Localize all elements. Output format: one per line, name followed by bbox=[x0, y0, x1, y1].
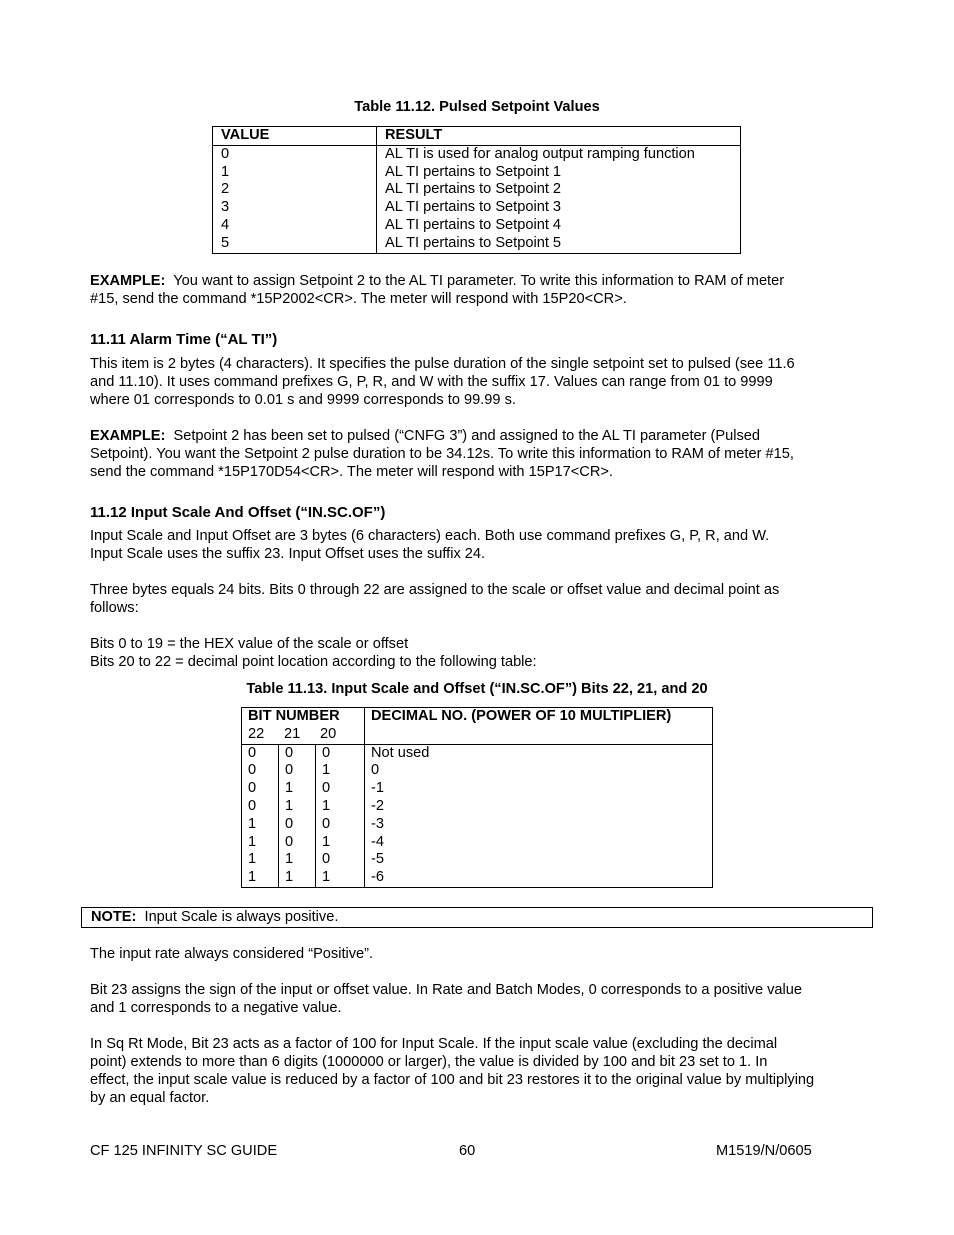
decimal-title: DECIMAL NO. (POWER OF 10 MULTIPLIER) bbox=[371, 708, 672, 724]
table-cell: 0 bbox=[248, 797, 257, 814]
table-cell: 1 bbox=[322, 797, 331, 814]
example-text: #15, send the command *15P2002<CR>. The meter will respond with 15P20<CR>. bbox=[90, 291, 627, 307]
section-11-12-para-3 bbox=[90, 635, 890, 671]
table-cell: 1 bbox=[248, 869, 257, 886]
table-cell: 5 bbox=[221, 234, 230, 251]
section-11-11-body bbox=[90, 355, 890, 409]
table-cell: 1 bbox=[322, 762, 331, 779]
bit-label: 21 bbox=[284, 725, 301, 742]
footer-title: CF 125 INFINITY SC GUIDE bbox=[90, 1143, 278, 1159]
paragraph-line: Bits 20 to 22 = decimal point location according to the following table: bbox=[90, 654, 537, 670]
table-cell: 0 bbox=[221, 145, 230, 162]
table-cell: 1 bbox=[322, 869, 331, 886]
paragraph-line: and 11.10). It uses command prefixes G, P, R, and W with the suffix 17. Values can range from 01 to 9999 bbox=[90, 374, 773, 390]
table-cell: 1 bbox=[285, 869, 294, 886]
table-cell: 1 bbox=[285, 851, 294, 868]
table-cell: 1 bbox=[322, 833, 331, 850]
paragraph-line: The input rate always considered “Positive”. bbox=[90, 946, 374, 962]
example-text: Setpoint). You want the Setpoint 2 pulse duration to be 34.12s. To write this information to RAM of meter #15, bbox=[90, 446, 794, 462]
table-cell: AL TI pertains to Setpoint 1 bbox=[385, 163, 562, 180]
table-cell: 0 bbox=[285, 744, 294, 761]
example-1 bbox=[90, 272, 880, 308]
paragraph-line: Input Scale uses the suffix 23. Input Offset uses the suffix 24. bbox=[90, 546, 486, 562]
table-cell: AL TI pertains to Setpoint 5 bbox=[385, 234, 562, 251]
paragraph-line: point) extends to more than 6 digits (1000000 or larger), the value is divided by 100 and bit 23 set to 1. In bbox=[90, 1054, 768, 1070]
bit-label: 22 bbox=[248, 725, 265, 742]
section-heading-11-11: 11.11 Alarm Time (“AL TI”) bbox=[90, 331, 278, 348]
bit-number-table bbox=[241, 707, 713, 888]
table-cell: 0 bbox=[285, 833, 294, 850]
table-cell: 0 bbox=[322, 744, 331, 761]
table-cell: 1 bbox=[248, 833, 257, 850]
example-label: EXAMPLE: bbox=[90, 428, 166, 444]
example-text: You want to assign Setpoint 2 to the AL TI parameter. To write this information to RAM of meter bbox=[173, 273, 785, 289]
note-label: NOTE: bbox=[91, 909, 137, 925]
table-cell: 2 bbox=[221, 181, 230, 198]
table-cell: AL TI pertains to Setpoint 4 bbox=[385, 216, 562, 233]
paragraph-line: follows: bbox=[90, 600, 139, 616]
bit-21-column bbox=[279, 744, 316, 887]
table-cell: 1 bbox=[248, 851, 257, 868]
bit-labels-row bbox=[242, 726, 365, 744]
bit-number-title: BIT NUMBER bbox=[248, 708, 340, 724]
pulsed-setpoint-table bbox=[212, 126, 741, 254]
table-cell: -1 bbox=[371, 780, 384, 797]
bit-number-header bbox=[242, 708, 365, 726]
note-text: Input Scale is always positive. bbox=[144, 909, 339, 925]
table-header-value: VALUE bbox=[213, 127, 377, 146]
table-cell: AL TI is used for analog output ramping function bbox=[385, 145, 695, 162]
section-heading-11-12: 11.12 Input Scale And Offset (“IN.SC.OF”) bbox=[90, 504, 386, 521]
table-cell: 0 bbox=[322, 815, 331, 832]
paragraph-line: Three bytes equals 24 bits. Bits 0 through 22 are assigned to the scale or offset value and decimal point as bbox=[90, 582, 780, 598]
result-column bbox=[377, 145, 741, 253]
paragraph-line: This item is 2 bytes (4 characters). It specifies the pulse duration of the single setpoint set to pulsed (see 11.6 bbox=[90, 356, 795, 372]
paragraph-bit-23 bbox=[90, 981, 890, 1017]
table-cell: 1 bbox=[285, 780, 294, 797]
table-cell: 1 bbox=[285, 797, 294, 814]
paragraph-sqrt-mode bbox=[90, 1035, 890, 1107]
table-cell: 0 bbox=[285, 762, 294, 779]
footer-doc-code: M1519/N/0605 bbox=[716, 1143, 812, 1159]
bit-20-column bbox=[316, 744, 365, 887]
table-cell: 1 bbox=[248, 815, 257, 832]
decimal-header bbox=[365, 708, 713, 745]
table-cell: AL TI pertains to Setpoint 3 bbox=[385, 199, 562, 216]
table-cell: 0 bbox=[371, 762, 380, 779]
table-cell: -2 bbox=[371, 797, 384, 814]
table-cell: Not used bbox=[371, 744, 430, 761]
table-cell: AL TI pertains to Setpoint 2 bbox=[385, 181, 562, 198]
table-cell: 0 bbox=[322, 851, 331, 868]
paragraph-line: by an equal factor. bbox=[90, 1090, 210, 1106]
section-11-12-para-2 bbox=[90, 581, 890, 617]
paragraph-line: In Sq Rt Mode, Bit 23 acts as a factor of 100 for Input Scale. If the input scale value (excluding the decimal bbox=[90, 1036, 778, 1052]
decimal-column bbox=[365, 744, 713, 887]
table-11-12-caption: Table 11.12. Pulsed Setpoint Values bbox=[354, 99, 600, 115]
paragraph-line: effect, the input scale value is reduced by a factor of 100 and bit 23 restores it to the original value by multiplying bbox=[90, 1072, 815, 1088]
table-cell: 1 bbox=[221, 163, 230, 180]
note-box bbox=[81, 907, 873, 928]
table-cell: 3 bbox=[221, 199, 230, 216]
table-cell: 0 bbox=[285, 815, 294, 832]
table-11-13-caption: Table 11.13. Input Scale and Offset (“IN.SC.OF”) Bits 22, 21, and 20 bbox=[246, 681, 708, 697]
table-cell: 0 bbox=[248, 762, 257, 779]
paragraph-line: Bits 0 to 19 = the HEX value of the scale or offset bbox=[90, 636, 409, 652]
table-cell: -5 bbox=[371, 851, 384, 868]
paragraph-line: Bit 23 assigns the sign of the input or offset value. In Rate and Batch Modes, 0 corresponds to a positive value bbox=[90, 982, 803, 998]
example-2 bbox=[90, 427, 890, 481]
example-label: EXAMPLE: bbox=[90, 273, 166, 289]
paragraph-line: where 01 corresponds to 0.01 s and 9999 corresponds to 99.99 s. bbox=[90, 392, 516, 408]
example-text: send the command *15P170D54<CR>. The meter will respond with 15P17<CR>. bbox=[90, 464, 613, 480]
footer-page-number: 60 bbox=[459, 1143, 476, 1159]
table-cell: -6 bbox=[371, 869, 384, 886]
table-cell: 0 bbox=[322, 780, 331, 797]
bit-label: 20 bbox=[320, 725, 337, 742]
table-cell: -4 bbox=[371, 833, 384, 850]
value-column bbox=[213, 145, 377, 253]
bit-22-column bbox=[242, 744, 279, 887]
paragraph-positive bbox=[90, 945, 890, 963]
table-cell: 0 bbox=[248, 780, 257, 797]
table-header-result: RESULT bbox=[377, 127, 741, 146]
section-11-12-para-1 bbox=[90, 527, 890, 563]
paragraph-line: and 1 corresponds to a negative value. bbox=[90, 1000, 342, 1016]
paragraph-line: Input Scale and Input Offset are 3 bytes (6 characters) each. Both use command prefixes G, P, R, and W. bbox=[90, 528, 770, 544]
example-text: Setpoint 2 has been set to pulsed (“CNFG 3”) and assigned to the AL TI parameter (Pulsed bbox=[173, 428, 761, 444]
table-cell: 0 bbox=[248, 744, 257, 761]
table-cell: 4 bbox=[221, 216, 230, 233]
table-cell: -3 bbox=[371, 815, 384, 832]
